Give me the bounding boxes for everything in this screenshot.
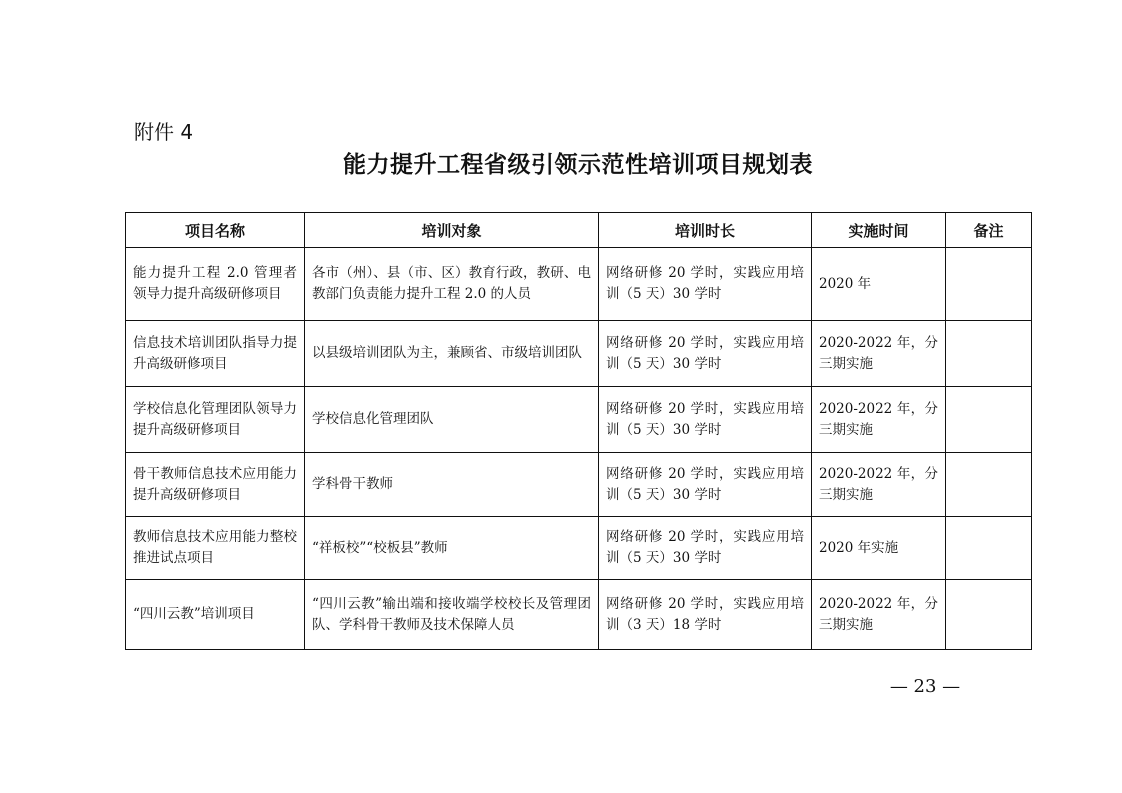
table-row xyxy=(126,580,1032,650)
cell-project-name: 学校信息化管理团队领导力提升高级研修项目 xyxy=(126,387,305,453)
cell-remarks xyxy=(946,387,1032,453)
cell-implementation-time: 2020-2022 年，分三期实施 xyxy=(812,321,946,387)
cell-implementation-time: 2020-2022 年，分三期实施 xyxy=(812,580,946,650)
cell-training-duration: 网络研修 20 学时，实践应用培训（5 天）30 学时 xyxy=(599,248,812,321)
cell-implementation-time: 2020-2022 年，分三期实施 xyxy=(812,453,946,517)
column-header-training-target: 培训对象 xyxy=(305,213,599,248)
cell-training-target: “四川云教”输出端和接收端学校校长及管理团队、学科骨干教师及技术保障人员 xyxy=(305,580,599,650)
table-row xyxy=(126,248,1032,321)
cell-project-name: 信息技术培训团队指导力提升高级研修项目 xyxy=(126,321,305,387)
cell-training-duration: 网络研修 20 学时，实践应用培训（5 天）30 学时 xyxy=(599,517,812,580)
cell-implementation-time: 2020 年实施 xyxy=(812,517,946,580)
document-title: 能力提升工程省级引领示范性培训项目规划表 xyxy=(343,152,813,178)
column-header-training-duration: 培训时长 xyxy=(599,213,812,248)
cell-training-target: 以县级培训团队为主，兼顾省、市级培训团队 xyxy=(305,321,599,387)
cell-training-target: 各市（州）、县（市、区）教育行政，教研、电教部门负责能力提升工程 2.0 的人员 xyxy=(305,248,599,321)
cell-training-duration: 网络研修 20 学时，实践应用培训（5 天）30 学时 xyxy=(599,387,812,453)
column-header-implementation-time: 实施时间 xyxy=(812,213,946,248)
cell-remarks xyxy=(946,580,1032,650)
cell-training-target: “祥板校”“校板县”教师 xyxy=(305,517,599,580)
table-row xyxy=(126,321,1032,387)
cell-remarks xyxy=(946,248,1032,321)
cell-training-duration: 网络研修 20 学时，实践应用培训（5 天）30 学时 xyxy=(599,321,812,387)
table-header-row xyxy=(126,213,1032,248)
cell-implementation-time: 2020 年 xyxy=(812,248,946,321)
cell-implementation-time: 2020-2022 年，分三期实施 xyxy=(812,387,946,453)
cell-remarks xyxy=(946,517,1032,580)
training-plan-table xyxy=(125,212,1032,650)
attachment-label: 附件 4 xyxy=(134,120,194,144)
cell-project-name: 骨干教师信息技术应用能力提升高级研修项目 xyxy=(126,453,305,517)
cell-project-name: 教师信息技术应用能力整校推进试点项目 xyxy=(126,517,305,580)
cell-training-target: 学科骨干教师 xyxy=(305,453,599,517)
cell-project-name: “四川云教”培训项目 xyxy=(126,580,305,650)
table-row xyxy=(126,517,1032,580)
table-row xyxy=(126,453,1032,517)
cell-project-name: 能力提升工程 2.0 管理者领导力提升高级研修项目 xyxy=(126,248,305,321)
column-header-project-name: 项目名称 xyxy=(126,213,305,248)
cell-remarks xyxy=(946,453,1032,517)
cell-training-target: 学校信息化管理团队 xyxy=(305,387,599,453)
cell-remarks xyxy=(946,321,1032,387)
page-number: — 23 — xyxy=(889,676,961,697)
cell-training-duration: 网络研修 20 学时，实践应用培训（3 天）18 学时 xyxy=(599,580,812,650)
table-row xyxy=(126,387,1032,453)
cell-training-duration: 网络研修 20 学时，实践应用培训（5 天）30 学时 xyxy=(599,453,812,517)
column-header-remarks: 备注 xyxy=(946,213,1032,248)
